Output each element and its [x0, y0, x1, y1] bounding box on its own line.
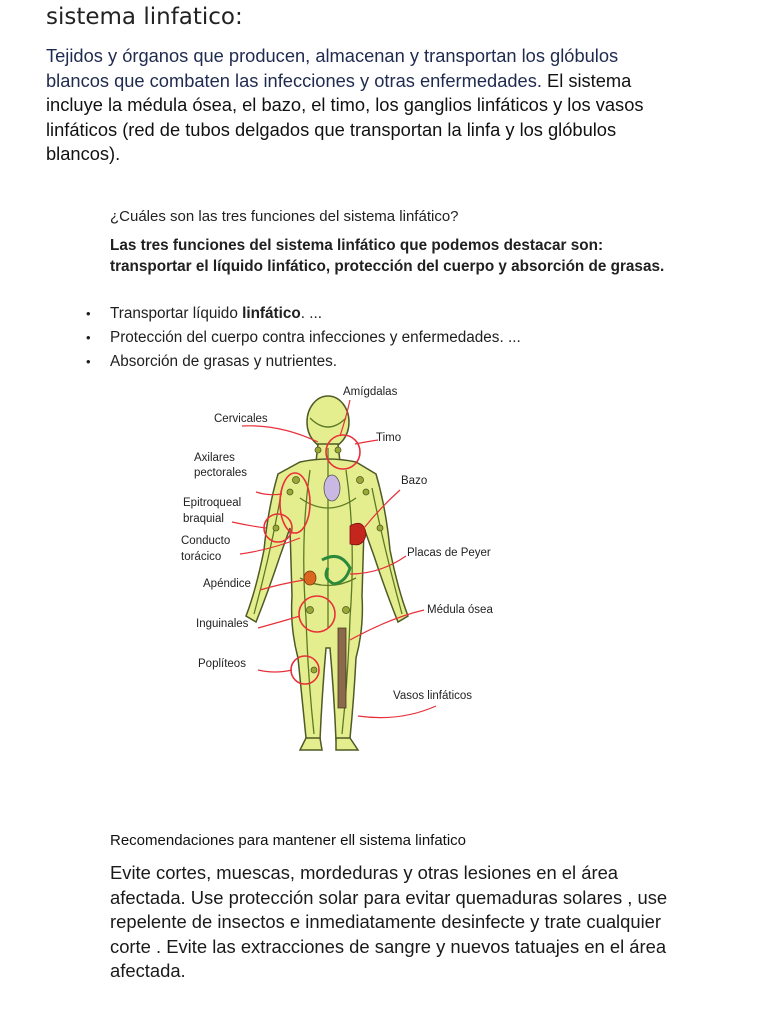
lymphatic-system-diagram [150, 378, 530, 778]
intro-paragraph [46, 44, 686, 167]
label-pectorales: pectorales [194, 467, 248, 479]
label-conducto: Conducto [181, 535, 231, 547]
label-vasos: Vasos linfáticos [393, 690, 473, 702]
bullet-icon: • [86, 354, 91, 369]
page-title: sistema linfatico: [46, 4, 243, 30]
functions-question: ¿Cuáles son las tres funciones del sistema linfático? [110, 208, 459, 225]
list-item: • Protección del cuerpo contra infecciones y enfermedades. ... [84, 327, 521, 351]
label-cervicales: Cervicales [214, 413, 268, 425]
functions-answer: Las tres funciones del sistema linfático que podemos destacar son: transportar el líquido linfático, protección del cuerpo y absorción de grasas. [110, 237, 665, 275]
label-bazo: Bazo [401, 475, 428, 487]
bone-marrow-icon [338, 628, 346, 708]
bullet-icon: • [86, 330, 91, 345]
label-medula: Médula ósea [427, 604, 493, 616]
label-popliteos: Poplíteos [198, 658, 246, 670]
label-placas: Placas de Peyer [407, 547, 491, 559]
appendix-icon [304, 571, 316, 585]
recommendations-body: Evite cortes, muescas, mordeduras y otras lesiones en el área afectada. Use protección solar para evitar quemaduras solares , use repelente de insectos e inmediatamente desinfecte y trate cualquier corte . Evite las extracciones de sangre y nuevos tatuajes en el área afectada. [110, 862, 668, 981]
lymphatic-vessels [254, 418, 402, 734]
label-apendice: Apéndice [203, 578, 251, 590]
label-timo: Timo [376, 432, 402, 444]
label-amigdalas: Amígdalas [343, 386, 398, 398]
recommendations-title: Recomendaciones para mantener ell sistema linfatico [110, 832, 467, 849]
label-epitroqueal: Epitroqueal [183, 497, 242, 509]
bullet-icon: • [86, 306, 91, 321]
list-item: • Absorción de grasas y nutrientes. [84, 351, 521, 375]
label-braquial: braquial [183, 513, 224, 525]
list-item: • Transportar líquido linfático. ... [84, 303, 521, 327]
label-toracico: torácico [181, 551, 222, 563]
functions-list [84, 303, 521, 375]
intro-definition: Tejidos y órganos que producen, almacenan y transportan los glóbulos blancos que combaten las infecciones y otras enfermedades. [46, 45, 619, 91]
intro-components: El sistema incluye la médula ósea, el bazo, el timo, los ganglios linfáticos y los vasos linfáticos (red de tubos delgados que transportan la linfa y los glóbulos blancos). [46, 69, 644, 164]
thymus-icon [324, 475, 340, 501]
label-inguinales: Inguinales [196, 618, 249, 630]
label-axilares: Axilares [194, 452, 235, 464]
